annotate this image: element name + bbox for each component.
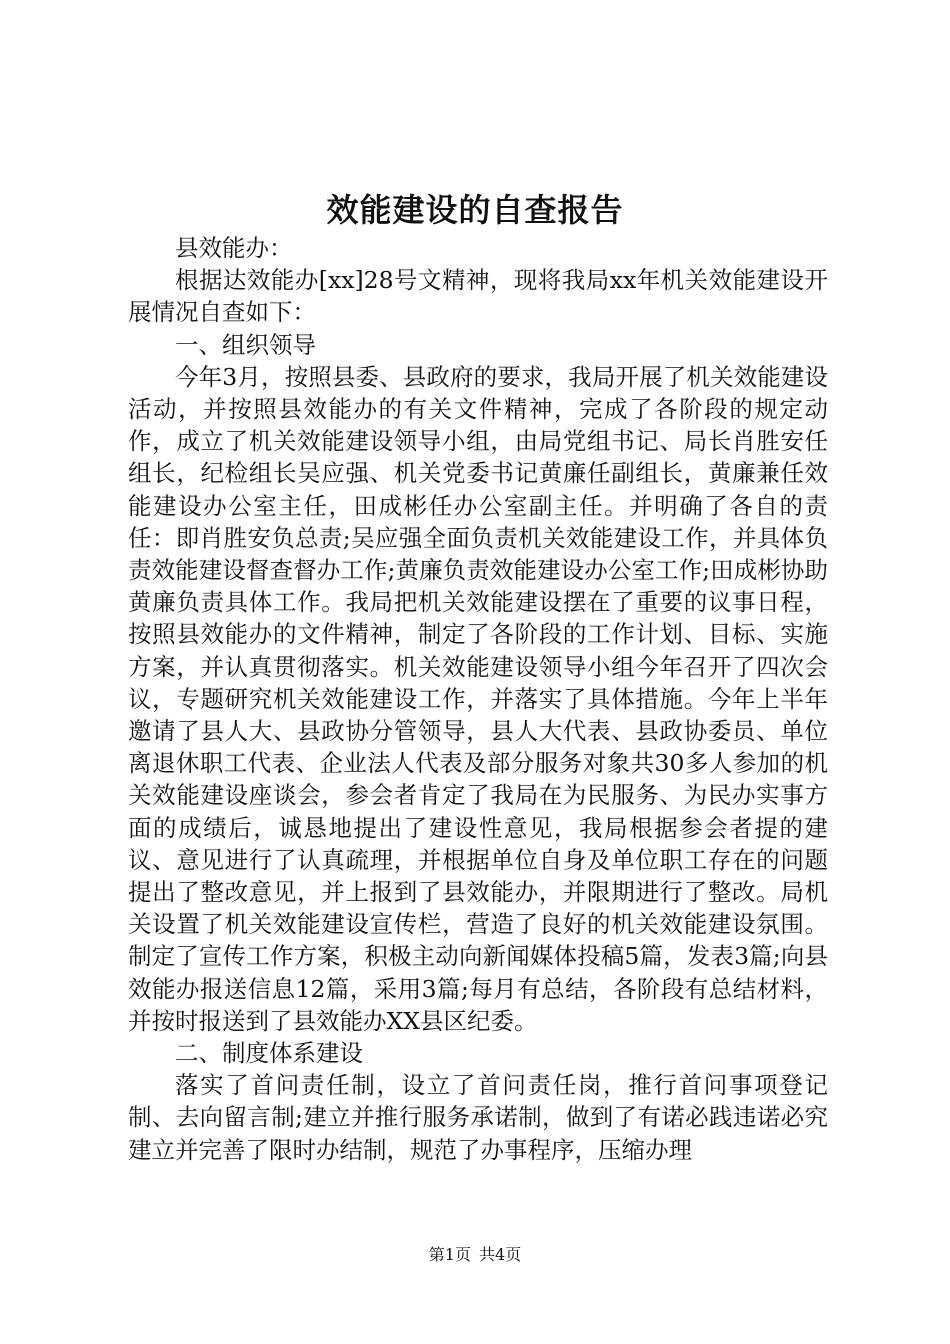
system-paragraph: 落实了首问责任制，设立了首问责任岗，推行首问事项登记制、去向留言制;建立并推行服务承诺制，做到了有诺必践违诺必究建立并完善了限时办结制，规范了办事程序，压缩办理 xyxy=(128,1071,828,1164)
salutation: 县效能办： xyxy=(175,234,293,262)
section-heading-system: 二、制度体系建设 xyxy=(175,1039,363,1068)
organization-paragraph: 今年3月，按照县委、县政府的要求，我局开展了机关效能建设活动，并按照县效能办的有关文件精神，完成了各阶段的规定动作，成立了机关效能建设领导小组，由局党组书记、局长肖胜安任组长，纪检组长吴应强、机关党委书记黄廉任副组长，黄廉兼任效能建设办公室主任，田成彬任办公室副主任。并明确了各自的责任：即肖胜安负总责;吴应强全面负责机关效能建设工作，并具体负责效能建设督查督办工作;黄廉负责效能建设办公室工作;田成彬协助黄廉负责具体工作。我局把机关效能建设摆在了重要的议事日程，按照县效能办的文件精神，制定了各阶段的工作计划、目标、实施方案，并认真贯彻落实。机关效能建设领导小组今年召开了四次会议，专题研究机关效能建设工作，并落实了具体措施。今年上半年邀请了县人大、县政协分管领导，县人大代表、县政协委员、单位离退休职工代表、企业法人代表及部分服务对象共30多人参加的机关效能建设座谈会，参会者肯定了我局在为民服务、为民办实事方面的成绩后，诚恳地提出了建设性意见，我局根据参会者提的建议、意见进行了认真疏理，并根据单位自身及单位职工存在的问题提出了整改意见，并上报到了县效能办，并限期进行了整改。局机关设置了机关效能建设宣传栏，营造了良好的机关效能建设氛围。制定了宣传工作方案，积极主动向新闻媒体投稿5篇，发表3篇;向县效能办报送信息12篇，采用3篇;每月有总结，各阶段有总结材料，并按时报送到了县效能办XX县区纪委。 xyxy=(128,362,828,1035)
document-title: 效能建设的自查报告 xyxy=(326,191,624,229)
page-footer: 第1页 共4页 xyxy=(428,1245,522,1264)
section-heading-organization: 一、组织领导 xyxy=(175,330,316,359)
intro-paragraph: 根据达效能办[xx]28号文精神，现将我局xx年机关效能建设开展情况自查如下： xyxy=(128,266,828,327)
document-body xyxy=(128,232,828,1166)
